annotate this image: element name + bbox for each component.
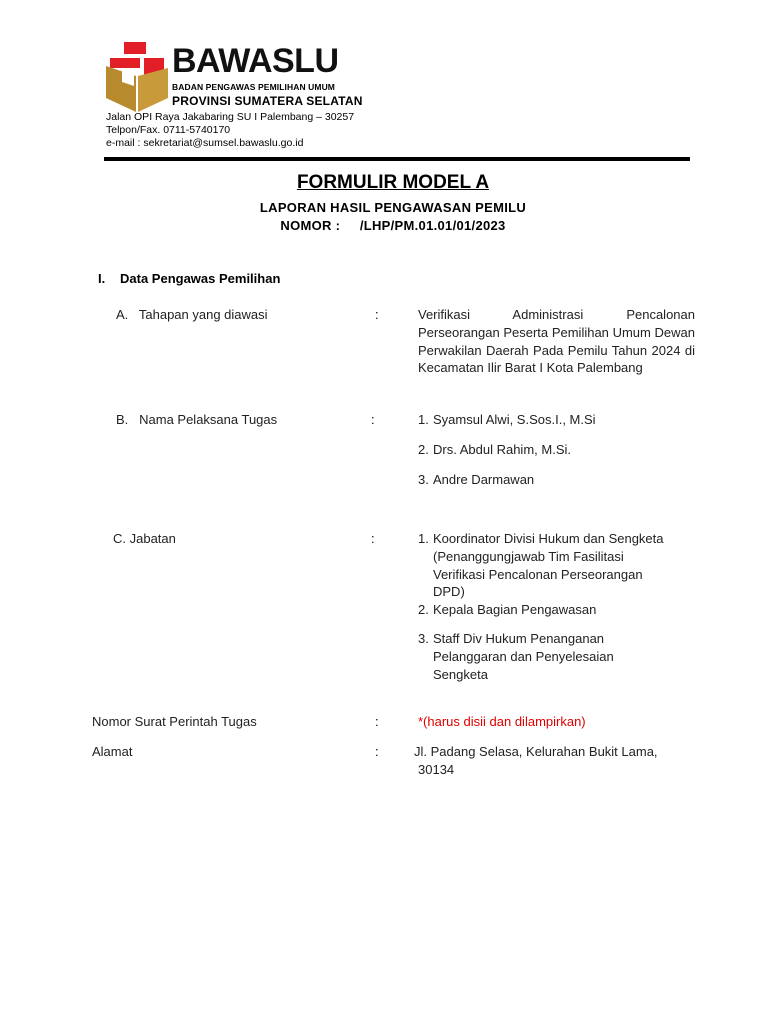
org-name: BAWASLU [172,42,339,80]
list-item: 2. Drs. Abdul Rahim, M.Si. [418,442,571,457]
nomor-surat-value: *(harus disii dan dilampirkan) [418,714,586,729]
header-divider [104,157,690,161]
org-full-name: BADAN PENGAWAS PEMILIHAN UMUM [172,82,335,92]
org-province: PROVINSI SUMATERA SELATAN [172,94,363,108]
nomor-surat-label: Nomor Surat Perintah Tugas [92,714,257,729]
section-number: I. [98,271,106,286]
item-a-label: A. Tahapan yang diawasi [116,307,268,322]
item-a-value: Verifikasi Administrasi Pencalonan Perseorangan Peserta Pemilihan Umum Dewan Perwakilan Daerah Pada Pemilu Tahun 2024 di Kecamatan Ilir Barat I Kota Palembang [418,307,695,376]
list-item: 1. Koordinator Divisi Hukum dan Sengketa (Penanggungjawab Tim Fasilitasi Verifikasi Pencalonan Perseorangan DPD) [418,531,664,600]
list-item: 3. Andre Darmawan [418,472,535,487]
form-title: FORMULIR MODEL A [296,172,490,193]
list-item: 3. Staff Div Hukum Penanganan Pelanggaran dan Penyelesaian Sengketa [418,631,614,682]
alamat-label: Alamat [92,744,133,759]
alamat-value-line2: 30134 [418,762,455,777]
nomor-surat-colon: : [375,714,379,729]
org-phone: Telpon/Fax. 0711-5740170 [106,124,231,136]
item-c-label: C. Jabatan [113,531,176,546]
alamat-value-line1: Jl. Padang Selasa, Kelurahan Bukit Lama, [414,744,658,759]
section-heading [98,271,280,286]
alamat-colon: : [375,744,379,759]
form-number: NOMOR : /LHP/PM.01.01/01/2023 [280,218,506,233]
item-a-colon: : [375,307,379,322]
email-value: : sekretariat@sumsel.bawaslu.go.id [137,137,304,149]
item-b-colon: : [371,412,375,427]
item-c-colon: : [371,531,375,546]
org-address: Jalan OPI Raya Jakabaring SU I Palembang – 30257 [106,111,355,123]
list-item: 2. Kepala Bagian Pengawasan [418,602,597,617]
section-title: Data Pengawas Pemilihan [120,271,281,286]
form-subtitle: LAPORAN HASIL PENGAWASAN PEMILU [259,200,527,215]
org-email-row [106,138,303,149]
item-b-label: B. Nama Pelaksana Tugas [116,412,278,427]
list-item: 1. Syamsul Alwi, S.Sos.I., M.Si [418,412,596,427]
bawaslu-logo-icon [104,42,170,112]
email-label: e-mail [106,137,135,149]
